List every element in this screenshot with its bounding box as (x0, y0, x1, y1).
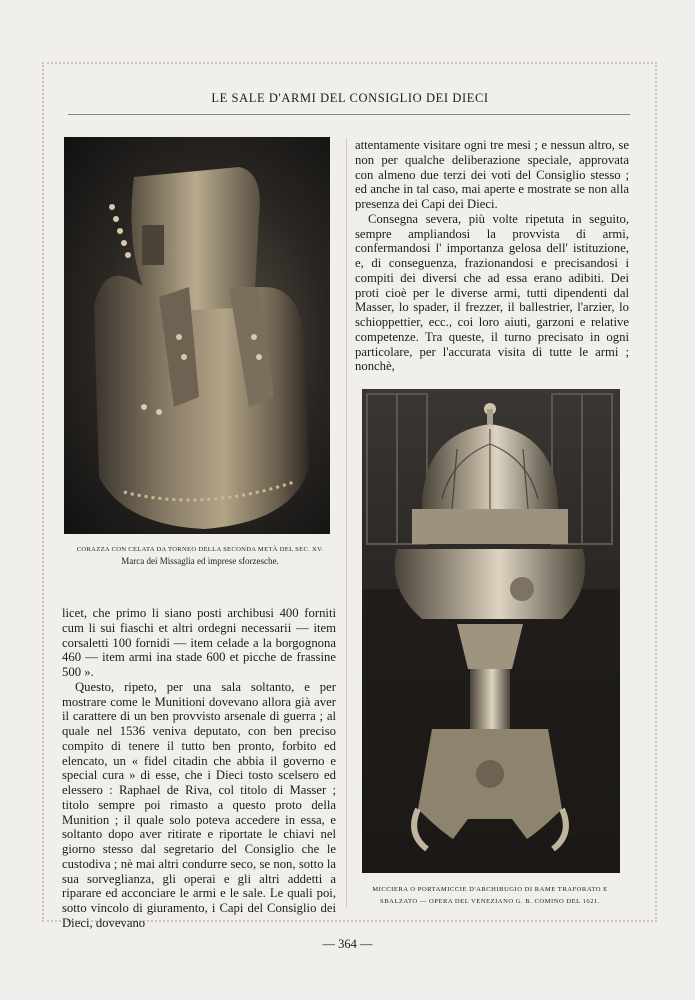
micciera-caption (348, 886, 632, 905)
page-number: — 364 — (322, 937, 373, 951)
micciera-caption-line-2: SBALZATO — OPERA DEL VENEZIANO G. B. COMINO DEL 1621. (380, 898, 600, 905)
left-paragraph-1: licet, che primo li siano posti archibusi 400 forniti cum li sui fiaschi et altri ordegni necessarii — item corsaletti 100 fornidi — item celade a la borgognona 460 — item armi ina stade 600 et picche de frassine 500 ». (62, 606, 336, 679)
armor-caption-subtitle: Marca dei Missaglia ed imprese sforzesche. (121, 556, 279, 566)
armor-caption (58, 546, 342, 566)
column-divider (346, 138, 347, 908)
right-paragraph-2: Consegna severa, più volte ripetuta in seguito, sempre ampliandosi la provvista di armi, confermandosi l' importanza gelosa dell' istituzione, e, di conseguenza, frazionandosi e precisandosi i compiti dei diversi che ad essa erano adibiti. Dei proti cioè per le diverse armi, tutti dipendenti dal Masser, lo spader, il frezzer, il ballestrier, l'arzier, lo schioppettier, ecc., coi loro aiuti, garzoni e relative competenze. Tra queste, il turno precisato in ogni particolare, per l'accurata visita di tutte le armi ; nonchè, (355, 211, 629, 374)
armor-caption-title: CORAZZA CON CELATA DA TORNEO DELLA SECONDA METÀ DEL SEC. XV. (76, 546, 324, 553)
micciera-photograph (362, 389, 620, 873)
armor-photograph (64, 137, 330, 534)
right-column-text (355, 138, 629, 374)
left-paragraph-2: Questo, ripeto, per una sala soltanto, e per mostrare come le Munitioni dovevano allora già aver il carattere di un ben provvisto arsenale di guerra ; al quale nel 1536 veniva deputato, con ben preciso compito di tenere il tutto ben pronto, forbito ed elencato, un « fidel citadin che abbia il governo e special cura » di esse, che i Dieci tosto scelsero ed elessero : Raphael de Riva, col titolo di Masser ; titolo sempre poi rimasto a questo proto della Munition ; il quale solo poteva accedere in essa, e soltanto dopo aver ritirate e riportate le chiavi nel giorno stesso dal segretario del Consiglio che le custodiva ; nè mai altri condurre seco, se non, sotto la sua sorveglianza, gli operai e gli altri addetti a riparare ed acconciare le armi e le sale. Le quali poi, sotto vincolo di giuramento, i Capi del Consiglio dei Dieci, dovevano (62, 679, 336, 930)
running-head: LE SALE D'ARMI DEL CONSIGLIO DEI DIECI (211, 91, 489, 105)
header-rule (68, 114, 630, 115)
micciera-caption-line-1: MICCIERA O PORTAMICCIE D'ARCHIBUGIO DI RAME TRAFORATO E (372, 886, 608, 893)
left-column-text (62, 606, 336, 931)
right-paragraph-1: attentamente visitare ogni tre mesi ; e nessun altro, se non per qualche deliberazione speciale, approvata con almeno due terzi dei voti del Consiglio stesso ; ed anche in tal caso, mai aperte e mostrate se non alla presenza dei Capi dei Dieci. (355, 138, 629, 211)
